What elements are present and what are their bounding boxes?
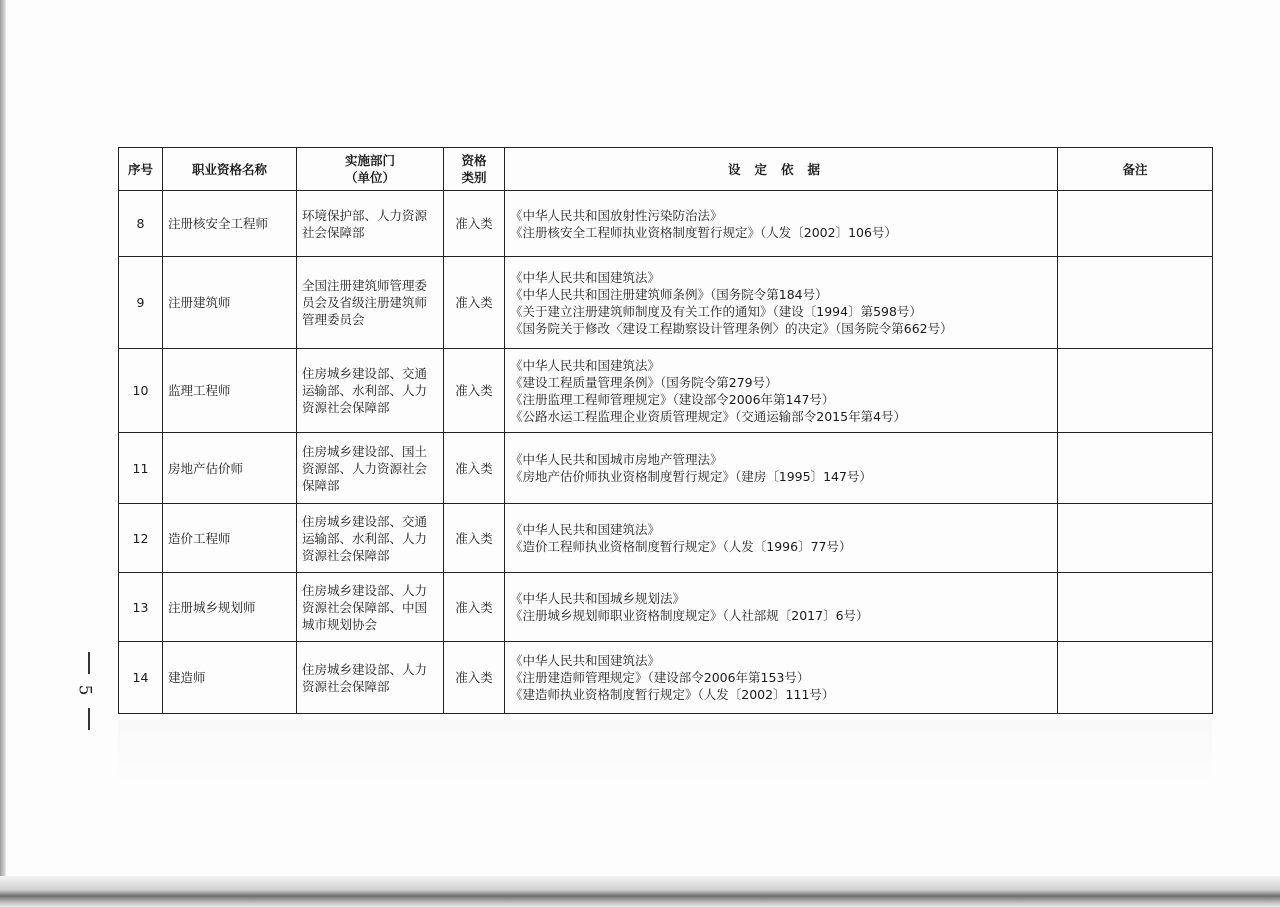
basis-line: 《关于建立注册建筑师制度及有关工作的通知》（建设〔1994〕第598号）	[510, 303, 922, 319]
row-department: 住房城乡建设部、交通运输部、水利部、人力资源社会保障部	[297, 504, 444, 573]
row-department: 住房城乡建设部、国土资源部、人力资源社会保障部	[297, 433, 444, 504]
table-row	[119, 573, 1213, 642]
row-remarks	[1058, 349, 1213, 433]
row-basis	[505, 349, 1058, 433]
row-basis	[505, 257, 1058, 349]
table-row	[119, 504, 1213, 573]
basis-line: 《中华人民共和国城乡规划法》	[510, 591, 686, 606]
row-basis	[505, 433, 1058, 504]
basis-line: 《公路水运工程监理企业资质管理规定》（交通运输部令2015年第4号）	[510, 408, 907, 424]
row-seq: 14	[119, 642, 163, 714]
row-seq: 8	[119, 191, 163, 257]
basis-line: 《造价工程师执业资格制度暂行规定》（人发〔1996〕77号）	[510, 539, 852, 554]
header-name: 职业资格名称	[163, 148, 297, 191]
page-number-value: 5	[74, 684, 95, 696]
basis-line: 《注册核安全工程师执业资格制度暂行规定》（人发〔2002〕106号）	[510, 224, 897, 240]
header-seq: 序号	[119, 148, 163, 191]
row-remarks	[1058, 573, 1213, 642]
basis-line: 《注册城乡规划师职业资格制度规定》（人社部规〔2017〕6号）	[510, 608, 869, 623]
row-qualification-name: 注册城乡规划师	[163, 573, 297, 642]
basis-line: 《中华人民共和国建筑法》	[510, 357, 661, 373]
table-row	[119, 642, 1213, 714]
page-number-dash	[88, 708, 90, 730]
basis-line: 《房地产估价师执业资格制度暂行规定》（建房〔1995〕147号）	[510, 469, 872, 484]
row-category: 准入类	[444, 504, 505, 573]
row-seq: 9	[119, 257, 163, 349]
basis-line: 《注册建造师管理规定》（建设部令2006年第153号）	[510, 670, 810, 685]
row-remarks	[1058, 257, 1213, 349]
row-qualification-name: 建造师	[163, 642, 297, 714]
row-basis	[505, 573, 1058, 642]
row-category: 准入类	[444, 433, 505, 504]
basis-line: 《中华人民共和国建筑法》	[510, 269, 661, 285]
row-remarks	[1058, 433, 1213, 504]
row-department: 环境保护部、人力资源社会保障部	[297, 191, 444, 257]
basis-line: 《建造师执业资格制度暂行规定》（人发〔2002〕111号）	[510, 687, 835, 702]
row-category: 准入类	[444, 191, 505, 257]
table-row	[119, 349, 1213, 433]
row-department: 全国注册建筑师管理委员会及省级注册建筑师管理委员会	[297, 257, 444, 349]
header-category	[444, 148, 505, 191]
header-basis: 设定依据	[505, 148, 1058, 191]
basis-line: 《中华人民共和国城市房地产管理法》	[510, 452, 723, 467]
basis-line: 《中华人民共和国注册建筑师条例》（国务院令第184号）	[510, 286, 828, 302]
scan-left-edge	[0, 0, 6, 907]
row-qualification-name: 监理工程师	[163, 349, 297, 433]
header-dept-line2: （单位）	[344, 170, 395, 185]
row-category: 准入类	[444, 642, 505, 714]
table-row	[119, 257, 1213, 349]
row-basis	[505, 504, 1058, 573]
header-remarks: 备注	[1058, 148, 1213, 191]
header-dept-line1: 实施部门	[344, 153, 395, 168]
table-body	[119, 191, 1213, 714]
header-category-line1: 资格	[461, 153, 487, 168]
table-row	[119, 433, 1213, 504]
row-seq: 10	[119, 349, 163, 433]
basis-line: 《中华人民共和国建筑法》	[510, 653, 661, 668]
row-category: 准入类	[444, 349, 505, 433]
row-basis	[505, 191, 1058, 257]
row-department: 住房城乡建设部、交通运输部、水利部、人力资源社会保障部	[297, 349, 444, 433]
row-qualification-name: 房地产估价师	[163, 433, 297, 504]
row-qualification-name: 造价工程师	[163, 504, 297, 573]
basis-line: 《建设工程质量管理条例》（国务院令第279号）	[510, 374, 778, 390]
table-header-row	[119, 148, 1213, 191]
row-qualification-name: 注册建筑师	[163, 257, 297, 349]
basis-line: 《注册监理工程师管理规定》（建设部令2006年第147号）	[510, 391, 835, 407]
scan-bottom-edge	[0, 876, 1280, 907]
row-remarks	[1058, 191, 1213, 257]
row-remarks	[1058, 504, 1213, 573]
page-number	[74, 652, 100, 732]
basis-line: 《中华人民共和国建筑法》	[510, 522, 661, 537]
row-seq: 13	[119, 573, 163, 642]
row-qualification-name: 注册核安全工程师	[163, 191, 297, 257]
row-department: 住房城乡建设部、人力资源社会保障部、中国城市规划协会	[297, 573, 444, 642]
header-category-line2: 类别	[461, 170, 487, 185]
row-category: 准入类	[444, 257, 505, 349]
table-row	[119, 191, 1213, 257]
header-dept	[297, 148, 444, 191]
row-department: 住房城乡建设部、人力资源社会保障部	[297, 642, 444, 714]
qualification-table	[118, 147, 1213, 714]
row-seq: 11	[119, 433, 163, 504]
basis-line: 《中华人民共和国放射性污染防治法》	[510, 207, 723, 223]
row-category: 准入类	[444, 573, 505, 642]
row-seq: 12	[119, 504, 163, 573]
row-remarks	[1058, 642, 1213, 714]
row-basis	[505, 642, 1058, 714]
bleed-through-shadow	[118, 720, 1212, 778]
basis-line: 《国务院关于修改〈建设工程勘察设计管理条例〉的决定》（国务院令第662号）	[510, 320, 953, 336]
page-number-dash	[88, 652, 90, 674]
